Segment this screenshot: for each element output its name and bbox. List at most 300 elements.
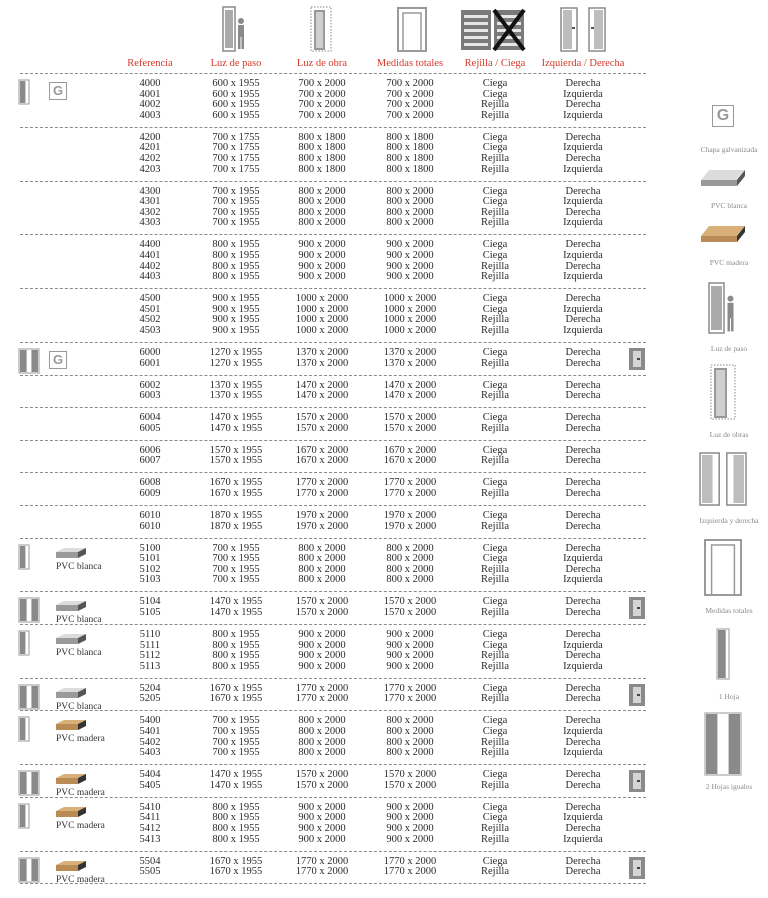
cell-rejilla-ciega: Rejilla — [481, 520, 509, 532]
cell-rejilla-ciega: Ciega — [482, 715, 508, 727]
row-separator — [20, 678, 646, 679]
cell-luz-de-paso: 800 x 1955 — [212, 250, 260, 261]
cell-medidas-totales: 1770 x 2000 — [383, 488, 437, 499]
cell-luz-de-obra: 1570 x 2000 — [295, 422, 349, 434]
cell-rejilla-ciega: Ciega — [482, 812, 508, 824]
cell-medidas-totales: 1000 x 2000 — [383, 303, 437, 315]
cell-izquierda-derecha: Derecha — [565, 293, 601, 305]
cell-rejilla-ciega: Rejilla — [481, 109, 509, 121]
cell-izquierda-derecha: Izquierda — [563, 109, 603, 121]
cell-medidas-totales: 800 x 2000 — [386, 715, 434, 727]
cell-referencia: 5412 — [139, 823, 161, 834]
cell-referencia: 6004 — [139, 412, 161, 424]
cell-luz-de-obra: 1570 x 2000 — [295, 412, 349, 424]
cell-medidas-totales: 1770 x 2000 — [383, 855, 437, 867]
cell-rejilla-ciega: Ciega — [482, 250, 508, 261]
double-leaf-door-icon — [704, 712, 742, 776]
cell-luz-de-obra: 800 x 2000 — [298, 185, 346, 197]
cell-rejilla-ciega: Ciega — [482, 142, 508, 154]
cell-referencia: 4203 — [139, 163, 161, 175]
cell-medidas-totales: 1770 x 2000 — [383, 866, 437, 878]
cell-rejilla-ciega: Ciega — [482, 379, 508, 391]
cell-luz-de-paso: 700 x 1955 — [212, 563, 260, 575]
cell-referencia: 4000 — [139, 78, 161, 89]
cell-rejilla-ciega: Ciega — [482, 726, 508, 737]
cell-referencia: 4403 — [139, 271, 161, 283]
cell-izquierda-derecha: Izquierda — [563, 726, 603, 737]
cell-luz-de-obra: 1670 x 2000 — [295, 444, 349, 456]
cell-rejilla-ciega: Rejilla — [481, 693, 509, 705]
cell-izquierda-derecha: Izquierda — [563, 747, 603, 759]
cell-luz-de-paso: 1270 x 1955 — [209, 357, 263, 369]
cell-luz-de-paso: 800 x 1955 — [212, 260, 260, 272]
cell-luz-de-obra: 1770 x 2000 — [295, 866, 349, 878]
cell-luz-de-paso: 1570 x 1955 — [209, 455, 263, 467]
cell-luz-de-paso: 1370 x 1955 — [209, 390, 263, 402]
cell-medidas-totales: 1000 x 2000 — [383, 325, 437, 336]
cell-izquierda-derecha: Derecha — [565, 715, 601, 727]
luz-de-paso-icon — [222, 6, 248, 52]
cell-luz-de-paso: 1870 x 1955 — [209, 510, 263, 521]
cell-medidas-totales: 1570 x 2000 — [383, 596, 437, 608]
cell-rejilla-ciega: Ciega — [482, 510, 508, 521]
table-row — [0, 456, 660, 467]
cell-luz-de-obra: 800 x 2000 — [298, 715, 346, 727]
material-label: PVC madera — [56, 734, 105, 745]
row-separator — [20, 342, 646, 343]
cell-rejilla-ciega: Rejilla — [481, 779, 509, 791]
legend-label: PVC madera — [709, 258, 749, 267]
cell-rejilla-ciega: Ciega — [482, 239, 508, 251]
cell-izquierda-derecha: Izquierda — [563, 142, 603, 154]
cell-referencia: 5411 — [139, 812, 161, 824]
cell-medidas-totales: 800 x 2000 — [386, 574, 434, 586]
cell-izquierda-derecha: Izquierda — [563, 217, 603, 229]
cell-medidas-totales: 800 x 2000 — [386, 736, 434, 748]
cell-luz-de-paso: 700 x 1755 — [212, 131, 260, 143]
single-leaf-door-icon — [716, 628, 730, 680]
cell-izquierda-derecha: Derecha — [565, 736, 601, 748]
cell-medidas-totales: 800 x 2000 — [386, 553, 434, 565]
cell-medidas-totales: 1770 x 2000 — [383, 477, 437, 489]
cell-izquierda-derecha: Derecha — [565, 357, 601, 369]
legend-label: 2 Hojas iguales — [705, 782, 753, 791]
cell-referencia: 6009 — [139, 488, 161, 499]
cell-referencia: 5100 — [139, 542, 161, 554]
cell-referencia: 4303 — [139, 217, 161, 229]
cell-medidas-totales: 1370 x 2000 — [383, 347, 437, 358]
cell-luz-de-obra: 1970 x 2000 — [295, 520, 349, 532]
cell-medidas-totales: 1670 x 2000 — [383, 455, 437, 467]
cell-izquierda-derecha: Izquierda — [563, 88, 603, 100]
cell-rejilla-ciega: Rejilla — [481, 747, 509, 759]
cell-izquierda-derecha: Derecha — [565, 607, 601, 618]
row-separator — [20, 375, 646, 376]
cell-rejilla-ciega: Rejilla — [481, 823, 509, 834]
cell-izquierda-derecha: Derecha — [565, 153, 601, 164]
row-separator — [20, 883, 646, 884]
table-row — [0, 662, 660, 673]
cell-luz-de-paso: 700 x 1955 — [212, 726, 260, 737]
cell-referencia: 5102 — [139, 563, 161, 575]
cell-medidas-totales: 800 x 2000 — [386, 747, 434, 759]
cell-referencia: 4402 — [139, 260, 161, 272]
cell-luz-de-obra: 1370 x 2000 — [295, 347, 349, 358]
cell-referencia: 5413 — [139, 833, 161, 845]
cell-referencia: 6003 — [139, 390, 161, 402]
cell-referencia: 5113 — [139, 660, 161, 672]
cell-medidas-totales: 800 x 2000 — [386, 563, 434, 575]
row-separator — [20, 440, 646, 441]
cell-medidas-totales: 1970 x 2000 — [383, 520, 437, 532]
cell-luz-de-obra: 800 x 2000 — [298, 563, 346, 575]
luz-de-obras-icon — [710, 364, 736, 420]
cell-rejilla-ciega: Rejilla — [481, 99, 509, 111]
cell-luz-de-paso: 800 x 1955 — [212, 812, 260, 824]
cell-referencia: 6006 — [139, 444, 161, 456]
cell-izquierda-derecha: Izquierda — [563, 553, 603, 565]
cell-luz-de-paso: 700 x 1955 — [212, 747, 260, 759]
cell-luz-de-paso: 800 x 1955 — [212, 660, 260, 672]
cell-izquierda-derecha: Izquierda — [563, 163, 603, 175]
legend-label: Medidas totales — [705, 606, 753, 615]
cell-medidas-totales: 800 x 2000 — [386, 185, 434, 197]
cell-rejilla-ciega: Ciega — [482, 769, 508, 781]
cell-luz-de-obra: 1670 x 2000 — [295, 455, 349, 467]
table-row — [0, 272, 660, 283]
row-separator — [20, 407, 646, 408]
cell-referencia: 5205 — [139, 693, 161, 705]
cell-medidas-totales: 1770 x 2000 — [383, 693, 437, 705]
cell-izquierda-derecha: Derecha — [565, 390, 601, 402]
cell-rejilla-ciega: Ciega — [482, 639, 508, 651]
cell-luz-de-paso: 700 x 1955 — [212, 196, 260, 208]
cell-luz-de-paso: 700 x 1755 — [212, 163, 260, 175]
cell-luz-de-obra: 1770 x 2000 — [295, 855, 349, 867]
cell-referencia: 5111 — [139, 639, 161, 651]
cell-luz-de-obra: 800 x 2000 — [298, 206, 346, 218]
cell-izquierda-derecha: Derecha — [565, 314, 601, 326]
pvc-madera-icon — [699, 224, 747, 244]
cell-luz-de-obra: 800 x 2000 — [298, 217, 346, 229]
cell-luz-de-paso: 700 x 1755 — [212, 142, 260, 154]
cell-izquierda-derecha: Izquierda — [563, 271, 603, 283]
cell-izquierda-derecha: Derecha — [565, 455, 601, 467]
cell-referencia: 5505 — [139, 866, 161, 878]
cell-medidas-totales: 1570 x 2000 — [383, 779, 437, 791]
cell-referencia: 5403 — [139, 747, 161, 759]
cell-luz-de-obra: 800 x 1800 — [298, 163, 346, 175]
row-separator — [20, 288, 646, 289]
cell-luz-de-paso: 1470 x 1955 — [209, 422, 263, 434]
cell-luz-de-obra: 1770 x 2000 — [295, 693, 349, 705]
cell-luz-de-paso: 900 x 1955 — [212, 325, 260, 336]
cell-medidas-totales: 700 x 2000 — [386, 109, 434, 121]
cell-medidas-totales: 800 x 2000 — [386, 206, 434, 218]
cell-luz-de-paso: 800 x 1955 — [212, 833, 260, 845]
table-row — [0, 867, 660, 878]
cell-medidas-totales: 900 x 2000 — [386, 239, 434, 251]
legend-label: Luz de obras — [709, 430, 749, 439]
header-rejilla-ciega: Rejilla / Ciega — [464, 58, 526, 69]
cell-medidas-totales: 900 x 2000 — [386, 833, 434, 845]
table-row — [0, 489, 660, 500]
cell-luz-de-paso: 800 x 1955 — [212, 271, 260, 283]
cell-rejilla-ciega: Ciega — [482, 412, 508, 424]
cell-rejilla-ciega: Rejilla — [481, 422, 509, 434]
cell-referencia: 5101 — [139, 553, 161, 565]
cell-referencia: 6000 — [139, 347, 161, 358]
cell-izquierda-derecha: Derecha — [565, 779, 601, 791]
cell-luz-de-obra: 700 x 2000 — [298, 78, 346, 89]
cell-referencia: 4002 — [139, 99, 161, 111]
header-referencia: Referencia — [127, 58, 173, 69]
cell-luz-de-paso: 1370 x 1955 — [209, 379, 263, 391]
cell-luz-de-obra: 800 x 2000 — [298, 196, 346, 208]
galvanized-g-icon: G — [49, 82, 67, 100]
cell-luz-de-paso: 1470 x 1955 — [209, 412, 263, 424]
cell-luz-de-obra: 900 x 2000 — [298, 823, 346, 834]
cell-luz-de-paso: 1670 x 1955 — [209, 855, 263, 867]
cell-rejilla-ciega: Ciega — [482, 542, 508, 554]
cell-referencia: 5110 — [139, 629, 161, 640]
table-row — [0, 391, 660, 402]
row-separator — [20, 181, 646, 182]
cell-rejilla-ciega: Rejilla — [481, 153, 509, 164]
cell-luz-de-obra: 800 x 2000 — [298, 574, 346, 586]
cell-rejilla-ciega: Ciega — [482, 629, 508, 640]
cell-rejilla-ciega: Rejilla — [481, 563, 509, 575]
cell-luz-de-obra: 700 x 2000 — [298, 109, 346, 121]
cell-referencia: 4202 — [139, 153, 161, 164]
cell-referencia: 5404 — [139, 769, 161, 781]
cell-izquierda-derecha: Derecha — [565, 488, 601, 499]
cell-izquierda-derecha: Derecha — [565, 769, 601, 781]
cell-izquierda-derecha: Derecha — [565, 99, 601, 111]
cell-rejilla-ciega: Ciega — [482, 78, 508, 89]
cell-luz-de-obra: 800 x 2000 — [298, 736, 346, 748]
table-row — [0, 575, 660, 586]
cell-luz-de-paso: 700 x 1955 — [212, 553, 260, 565]
cell-rejilla-ciega: Rejilla — [481, 574, 509, 586]
cell-rejilla-ciega: Rejilla — [481, 660, 509, 672]
cell-luz-de-paso: 1670 x 1955 — [209, 693, 263, 705]
material-label: PVC blanca — [56, 648, 102, 658]
cell-rejilla-ciega: Rejilla — [481, 607, 509, 618]
cell-izquierda-derecha: Derecha — [565, 379, 601, 391]
cell-referencia: 5405 — [139, 779, 161, 791]
header-medidas-totales: Medidas totales — [376, 58, 444, 69]
cell-rejilla-ciega: Ciega — [482, 88, 508, 100]
rejilla-ciega-icon — [460, 6, 526, 52]
material-label: PVC madera — [56, 874, 105, 885]
cell-rejilla-ciega: Ciega — [482, 303, 508, 315]
table-row — [0, 835, 660, 846]
cell-luz-de-obra: 1000 x 2000 — [295, 325, 349, 336]
row-separator — [20, 851, 646, 852]
cell-izquierda-derecha: Derecha — [565, 260, 601, 272]
cell-izquierda-derecha: Derecha — [565, 78, 601, 89]
row-separator — [20, 472, 646, 473]
cell-medidas-totales: 1570 x 2000 — [383, 422, 437, 434]
cell-rejilla-ciega: Rejilla — [481, 390, 509, 402]
cell-medidas-totales: 800 x 2000 — [386, 196, 434, 208]
row-separator — [20, 505, 646, 506]
cell-referencia: 4502 — [139, 314, 161, 326]
cell-izquierda-derecha: Izquierda — [563, 660, 603, 672]
cell-referencia: 4001 — [139, 88, 161, 100]
cell-luz-de-paso: 1470 x 1955 — [209, 607, 263, 618]
cell-medidas-totales: 800 x 1800 — [386, 153, 434, 164]
cell-izquierda-derecha: Derecha — [565, 444, 601, 456]
cell-medidas-totales: 800 x 2000 — [386, 217, 434, 229]
cell-luz-de-obra: 900 x 2000 — [298, 812, 346, 824]
cell-luz-de-obra: 1770 x 2000 — [295, 682, 349, 694]
cell-luz-de-obra: 900 x 2000 — [298, 833, 346, 845]
cell-luz-de-obra: 1970 x 2000 — [295, 510, 349, 521]
cell-izquierda-derecha: Izquierda — [563, 812, 603, 824]
cell-luz-de-paso: 700 x 1755 — [212, 153, 260, 164]
cell-referencia: 5410 — [139, 801, 161, 813]
pvc-blanca-icon — [699, 168, 747, 188]
cell-luz-de-paso: 1470 x 1955 — [209, 596, 263, 608]
material-label: PVC blanca — [56, 561, 102, 572]
cell-medidas-totales: 900 x 2000 — [386, 812, 434, 824]
cell-medidas-totales: 900 x 2000 — [386, 629, 434, 640]
cell-medidas-totales: 1470 x 2000 — [383, 390, 437, 402]
cell-luz-de-paso: 1470 x 1955 — [209, 779, 263, 791]
cell-luz-de-paso: 900 x 1955 — [212, 314, 260, 326]
cell-medidas-totales: 700 x 2000 — [386, 78, 434, 89]
cell-luz-de-obra: 700 x 2000 — [298, 88, 346, 100]
cell-luz-de-paso: 1670 x 1955 — [209, 477, 263, 489]
cell-referencia: 5104 — [139, 596, 161, 608]
table-row — [0, 608, 660, 619]
cell-referencia: 6002 — [139, 379, 161, 391]
cell-luz-de-paso: 1670 x 1955 — [209, 488, 263, 499]
material-label: PVC blanca — [56, 615, 102, 626]
cell-luz-de-obra: 800 x 1800 — [298, 131, 346, 143]
cell-medidas-totales: 1670 x 2000 — [383, 444, 437, 456]
cell-rejilla-ciega: Rejilla — [481, 325, 509, 336]
cell-referencia: 5401 — [139, 726, 161, 737]
cell-luz-de-paso: 600 x 1955 — [212, 78, 260, 89]
cell-referencia: 5400 — [139, 715, 161, 727]
cell-referencia: 5112 — [139, 650, 161, 662]
table-row — [0, 522, 660, 533]
cell-medidas-totales: 700 x 2000 — [386, 88, 434, 100]
cell-rejilla-ciega: Rejilla — [481, 260, 509, 272]
cell-medidas-totales: 1570 x 2000 — [383, 607, 437, 618]
cell-referencia: 4200 — [139, 131, 161, 143]
cell-luz-de-paso: 700 x 1955 — [212, 542, 260, 554]
legend-label: 1 Hoja — [718, 692, 740, 701]
cell-referencia: 5204 — [139, 682, 161, 694]
cell-rejilla-ciega: Ciega — [482, 131, 508, 143]
cell-luz-de-paso: 1270 x 1955 — [209, 347, 263, 358]
table-row — [0, 218, 660, 229]
cell-rejilla-ciega: Rejilla — [481, 314, 509, 326]
table-row — [0, 748, 660, 759]
cell-luz-de-paso: 600 x 1955 — [212, 99, 260, 111]
cell-luz-de-paso: 700 x 1955 — [212, 574, 260, 586]
cell-referencia: 6008 — [139, 477, 161, 489]
cell-luz-de-paso: 1670 x 1955 — [209, 866, 263, 878]
cell-izquierda-derecha: Derecha — [565, 347, 601, 358]
cell-luz-de-obra: 900 x 2000 — [298, 650, 346, 662]
cell-medidas-totales: 1570 x 2000 — [383, 769, 437, 781]
row-separator — [20, 73, 646, 74]
cell-izquierda-derecha: Derecha — [565, 542, 601, 554]
cell-luz-de-obra: 900 x 2000 — [298, 801, 346, 813]
row-separator — [20, 710, 646, 711]
cell-izquierda-derecha: Izquierda — [563, 574, 603, 586]
cell-luz-de-obra: 800 x 2000 — [298, 542, 346, 554]
cell-luz-de-obra: 800 x 1800 — [298, 142, 346, 154]
legend-label: Chapa galvanizada — [700, 145, 758, 154]
legend-label: PVC blanca — [710, 201, 748, 210]
cell-luz-de-paso: 800 x 1955 — [212, 639, 260, 651]
table-row — [0, 781, 660, 792]
cell-rejilla-ciega: Ciega — [482, 477, 508, 489]
material-label: PVC madera — [56, 788, 105, 799]
cell-luz-de-obra: 1370 x 2000 — [295, 357, 349, 369]
cell-medidas-totales: 900 x 2000 — [386, 650, 434, 662]
table-row — [0, 359, 660, 370]
cell-luz-de-obra: 1770 x 2000 — [295, 488, 349, 499]
cell-luz-de-paso: 700 x 1955 — [212, 206, 260, 218]
cell-luz-de-obra: 1570 x 2000 — [295, 769, 349, 781]
header-luz-de-paso: Luz de paso — [210, 58, 262, 69]
table-row — [0, 424, 660, 435]
medidas-totales-icon — [704, 538, 742, 596]
legend-sidebar — [690, 0, 768, 898]
cell-luz-de-obra: 1570 x 2000 — [295, 596, 349, 608]
cell-rejilla-ciega: Ciega — [482, 196, 508, 208]
cell-luz-de-paso: 800 x 1955 — [212, 823, 260, 834]
cell-izquierda-derecha: Derecha — [565, 801, 601, 813]
row-separator — [20, 624, 646, 625]
cell-medidas-totales: 1770 x 2000 — [383, 682, 437, 694]
cell-medidas-totales: 900 x 2000 — [386, 250, 434, 261]
material-label: PVC blanca — [56, 701, 102, 712]
cell-luz-de-paso: 1570 x 1955 — [209, 444, 263, 456]
cell-medidas-totales: 900 x 2000 — [386, 801, 434, 813]
cell-medidas-totales: 700 x 2000 — [386, 99, 434, 111]
cell-izquierda-derecha: Derecha — [565, 520, 601, 532]
cell-izquierda-derecha: Derecha — [565, 650, 601, 662]
cell-medidas-totales: 900 x 2000 — [386, 823, 434, 834]
cell-izquierda-derecha: Derecha — [565, 477, 601, 489]
cell-izquierda-derecha: Izquierda — [563, 303, 603, 315]
cell-medidas-totales: 1570 x 2000 — [383, 412, 437, 424]
cell-medidas-totales: 900 x 2000 — [386, 639, 434, 651]
cell-izquierda-derecha: Derecha — [565, 693, 601, 705]
cell-rejilla-ciega: Ciega — [482, 682, 508, 694]
cell-luz-de-obra: 1570 x 2000 — [295, 779, 349, 791]
cell-referencia: 4003 — [139, 109, 161, 121]
cell-medidas-totales: 800 x 1800 — [386, 142, 434, 154]
table-row — [0, 111, 660, 122]
row-separator — [20, 591, 646, 592]
cell-izquierda-derecha: Derecha — [565, 185, 601, 197]
cell-referencia: 4500 — [139, 293, 161, 305]
cell-luz-de-paso: 800 x 1955 — [212, 801, 260, 813]
cell-izquierda-derecha: Izquierda — [563, 639, 603, 651]
cell-luz-de-paso: 1870 x 1955 — [209, 520, 263, 532]
row-separator — [20, 797, 646, 798]
cell-izquierda-derecha: Derecha — [565, 510, 601, 521]
